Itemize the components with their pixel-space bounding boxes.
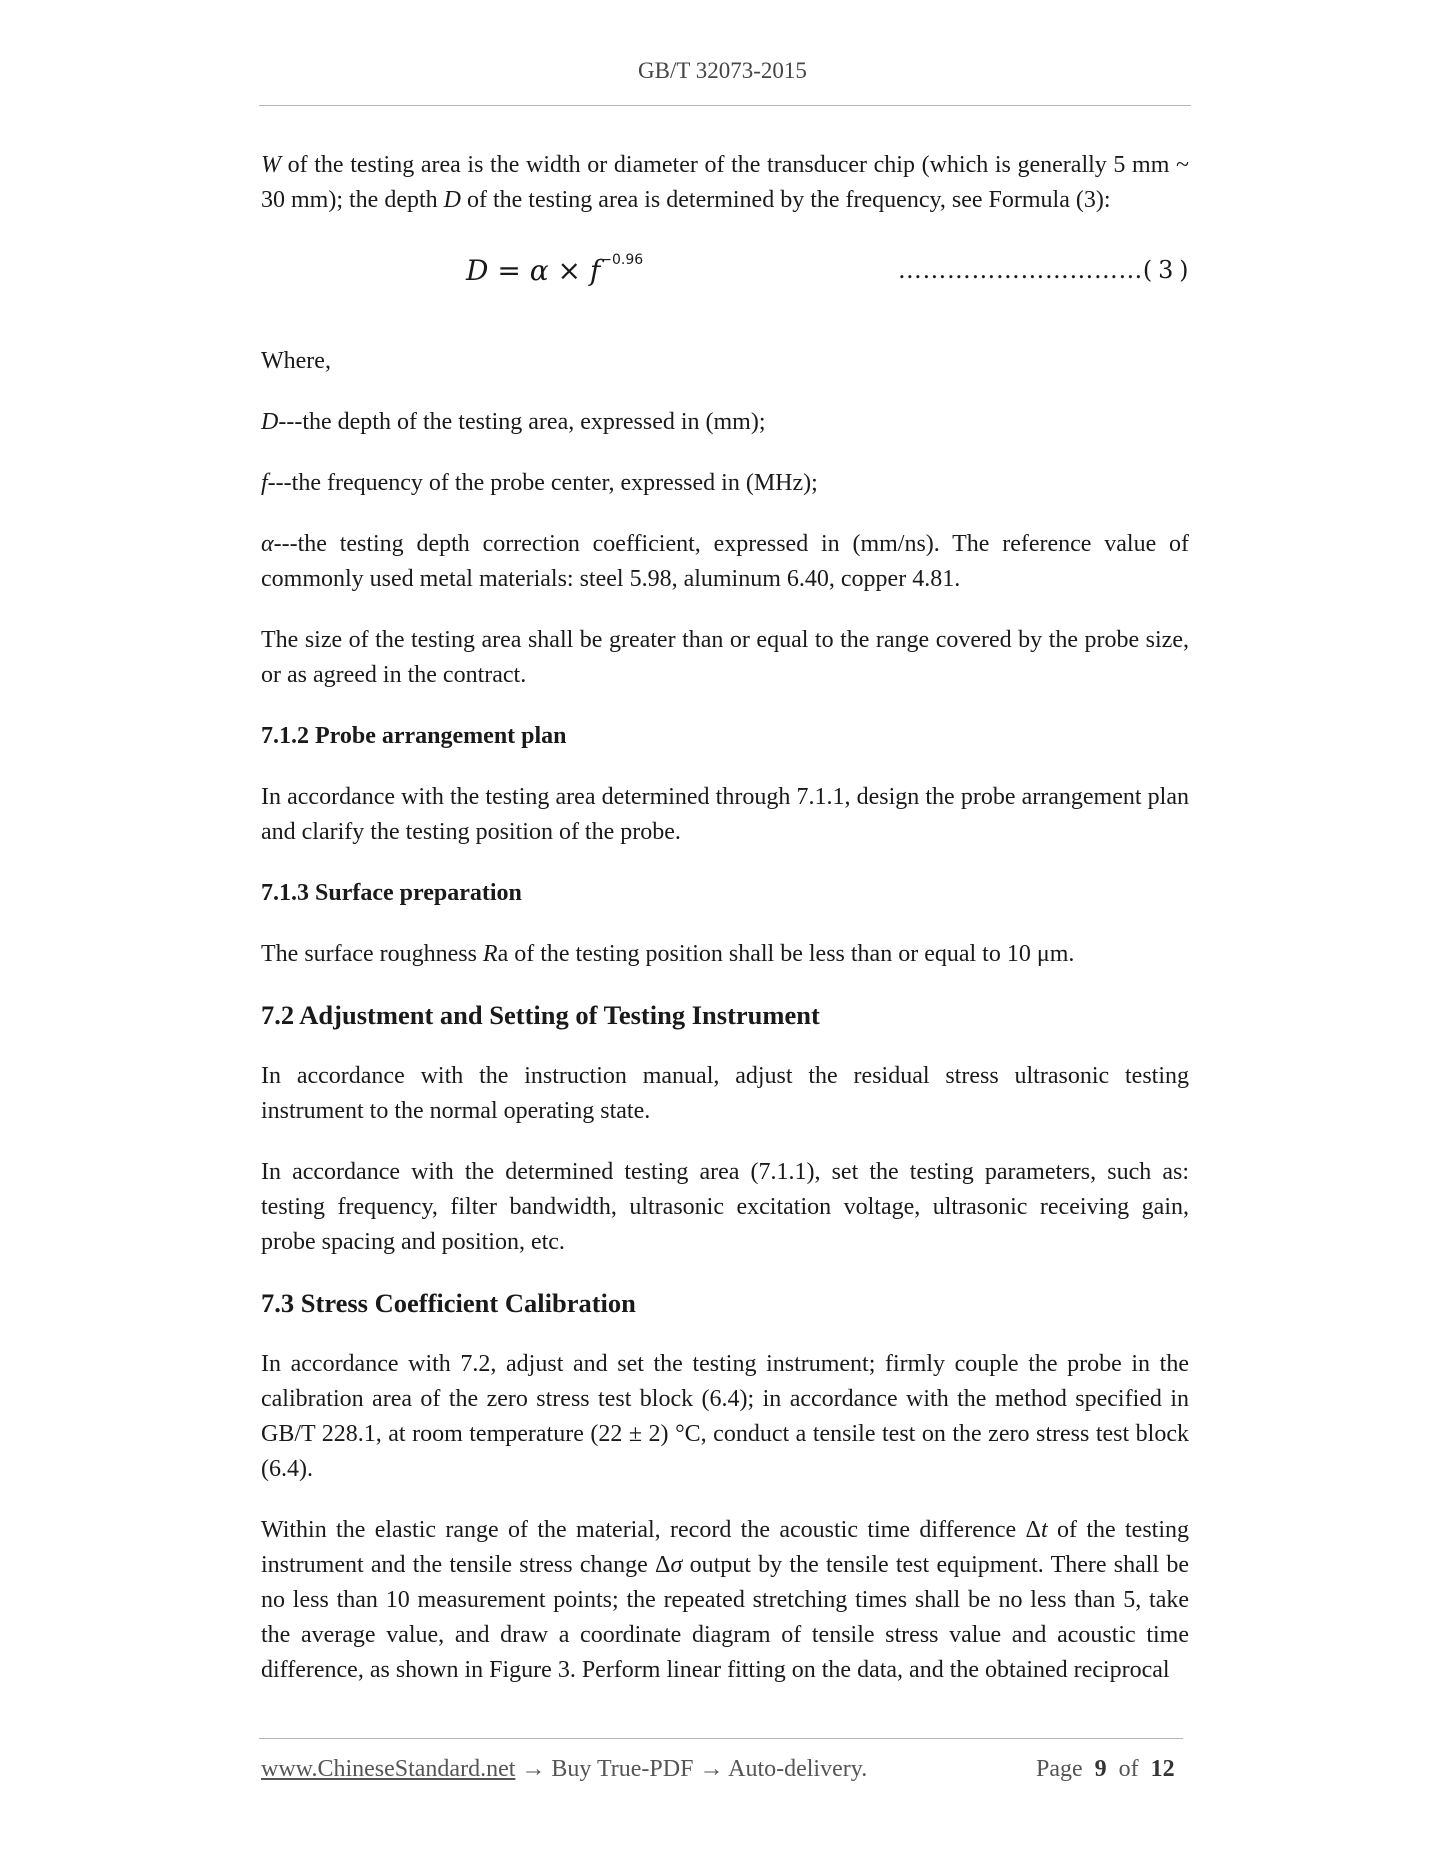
paragraph-instrument-adjust: In accordance with the instruction manual, adjust the residual stress ultrasonic testing instrument to the normal operating state.: [261, 1063, 1189, 1124]
page-number: Page 9 of 12: [1036, 1756, 1175, 1782]
heading-7-1-3: 7.1.3 Surface preparation: [261, 880, 522, 906]
paragraph-testing-parameters: In accordance with the determined testing area (7.1.1), set the testing parameters, such as: testing frequency, filter bandwidth, ultrasonic excitation voltage, ultrasonic receiving gain, probe spacing and position, etc.: [261, 1159, 1189, 1255]
symbol-w: W: [261, 152, 281, 178]
formula-number: …………………………( 3 ): [897, 256, 1189, 284]
definition-alpha: α---the testing depth correction coefficient, expressed in (mm/ns). The reference value of commonly used metal materials: steel 5.98, aluminum 6.40, copper 4.81.: [261, 531, 1189, 592]
paragraph-area-size: The size of the testing area shall be greater than or equal to the range covered by the probe size, or as agreed in the contract.: [261, 627, 1189, 688]
document-body: [261, 148, 1189, 1688]
formula-3: [261, 244, 1189, 318]
total-pages: 12: [1150, 1756, 1175, 1782]
heading-7-3: 7.3 Stress Coefficient Calibration: [261, 1288, 636, 1318]
paragraph-testing-area: W of the testing area is the width or diameter of the transducer chip (which is generally 5 mm ~ 30 mm); the depth D of the testing area is determined by the frequency, see Formula (3):: [261, 152, 1189, 213]
paragraph-elastic-range: Within the elastic range of the material, record the acoustic time difference Δt of the testing instrument and the tensile stress change Δσ output by the tensile test equipment. There shall be no less than 10 measurement points; the repeated stretching times shall be no less than 5, take the average value, and draw a coordinate diagram of tensile stress value and acoustic time difference, as shown in Figure 3. Perform linear fitting on the data, and the obtained reciprocal: [261, 1517, 1189, 1683]
footer-promo: www.ChineseStandard.net → Buy True-PDF → Auto-delivery.: [261, 1756, 868, 1782]
footer-divider: [259, 1738, 1183, 1739]
formula-exponent: −0.96: [600, 251, 644, 268]
definition-d: D---the depth of the testing area, expressed in (mm);: [261, 409, 766, 435]
definition-f: f---the frequency of the probe center, expressed in (MHz);: [261, 470, 818, 496]
current-page: 9: [1094, 1756, 1107, 1782]
paragraph-calibration: In accordance with 7.2, adjust and set the testing instrument; firmly couple the probe in the calibration area of the zero stress test block (6.4); in accordance with the method specified in GB/T 228.1, at room temperature (22 ± 2) °C, conduct a tensile test on the zero stress test block (6.4).: [261, 1351, 1189, 1482]
heading-7-2: 7.2 Adjustment and Setting of Testing Instrument: [261, 1000, 820, 1030]
page-header: GB/T 32073-2015: [638, 58, 807, 83]
header-divider: [259, 105, 1191, 106]
paragraph-surface-roughness: The surface roughness Ra of the testing position shall be less than or equal to 10 μm.: [261, 941, 1075, 967]
paragraph-probe-arrangement: In accordance with the testing area determined through 7.1.1, design the probe arrangement plan and clarify the testing position of the probe.: [261, 784, 1189, 845]
website-link[interactable]: www.ChineseStandard.net: [261, 1756, 516, 1782]
where-label: Where,: [261, 348, 331, 374]
formula-expression: $D = \alpha \times f^{-0.96}$: [466, 251, 644, 287]
symbol-d: D: [443, 187, 461, 213]
heading-7-1-2: 7.1.2 Probe arrangement plan: [261, 723, 567, 749]
